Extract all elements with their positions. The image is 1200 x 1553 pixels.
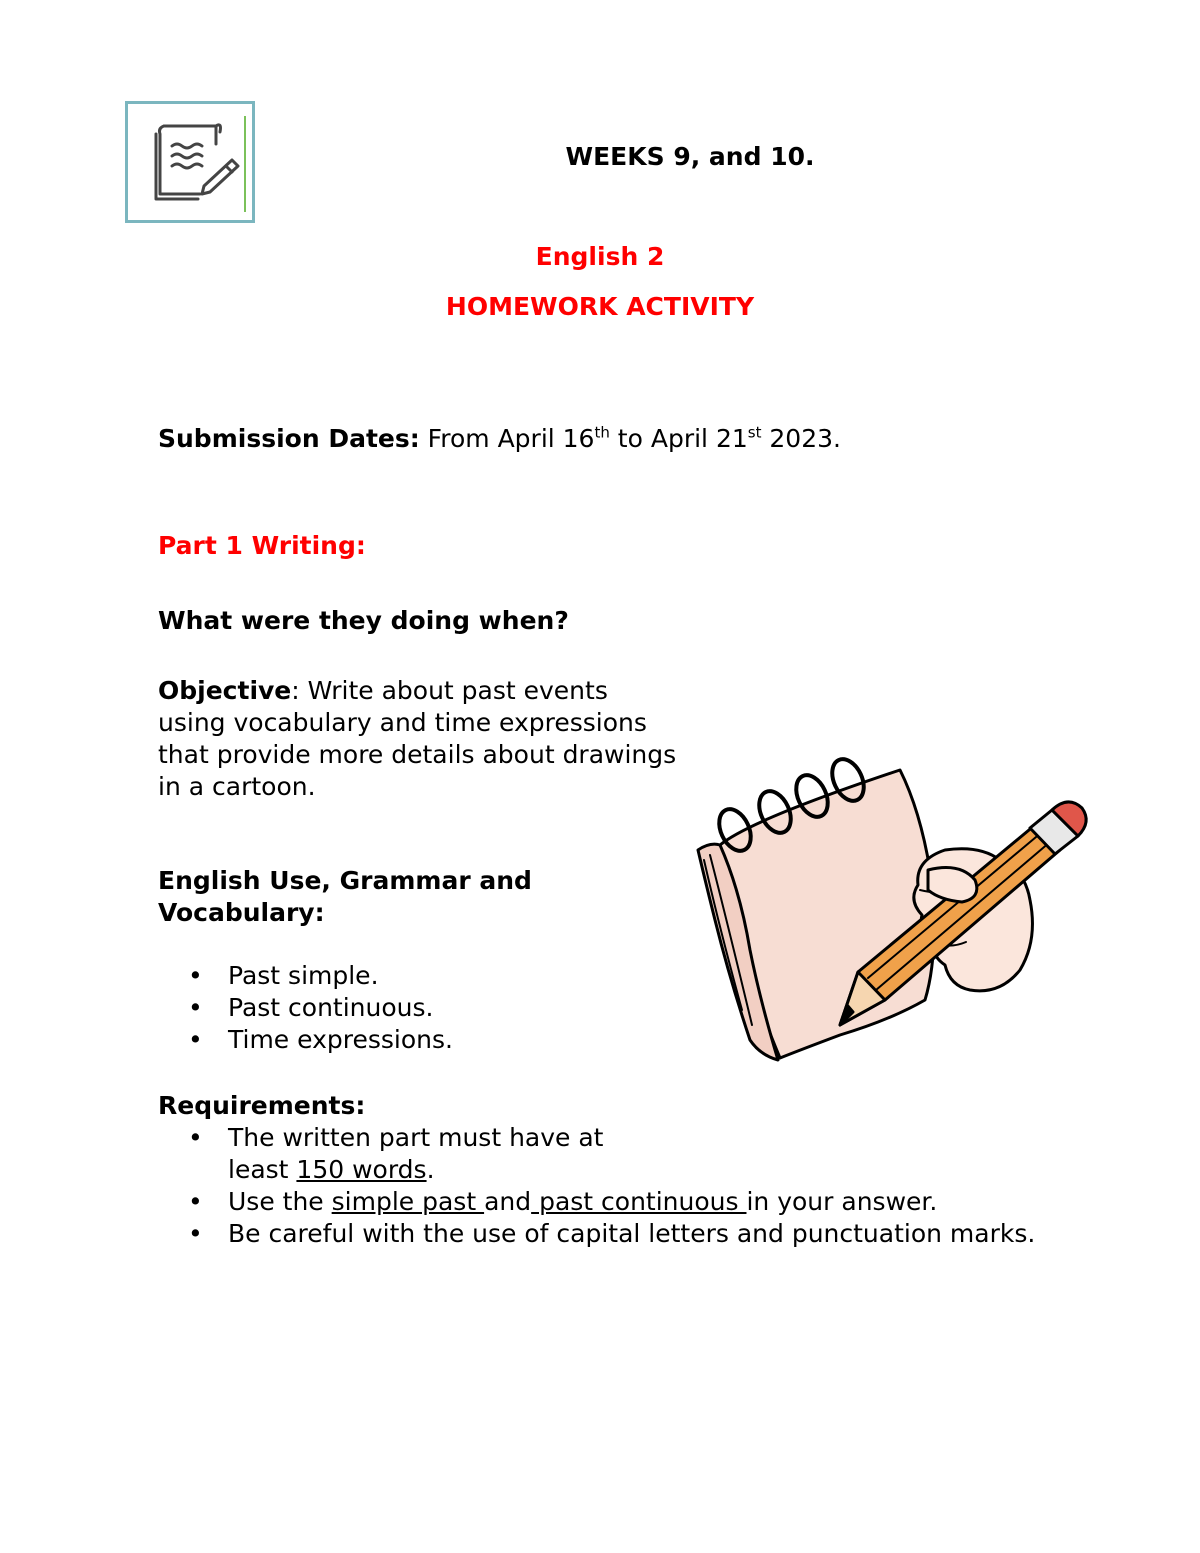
part1-heading: Part 1 Writing:: [158, 531, 366, 560]
subject-title: English 2: [535, 242, 665, 271]
submission-sup-b: st: [747, 423, 762, 442]
req2-text-b: and: [484, 1187, 532, 1216]
req1-text: The written part must have at least: [228, 1123, 604, 1184]
list-item: [158, 1122, 1038, 1186]
submission-text-a: From April 16: [419, 424, 595, 453]
objective-paragraph: [158, 675, 678, 803]
list-item: • Time expressions.: [158, 1024, 453, 1056]
activity-title: HOMEWORK ACTIVITY: [445, 292, 755, 321]
requirements-heading: Requirements:: [158, 1091, 366, 1120]
notepad-pencil-illustration: [690, 750, 1100, 1074]
objective-label: Objective: [158, 676, 292, 705]
req2-underlined-2: past continuous: [531, 1187, 747, 1216]
submission-sup-a: th: [594, 423, 610, 442]
req1-end: .: [426, 1155, 435, 1184]
req2-text-a: Use the: [228, 1187, 332, 1216]
req2-text-c: in your answer.: [746, 1187, 938, 1216]
requirements-list: [158, 1122, 1038, 1250]
submission-dates: [158, 423, 841, 455]
list-item: • Past simple.: [158, 960, 453, 992]
req1-underlined: 150 words: [296, 1155, 427, 1184]
submission-text-c: 2023.: [761, 424, 841, 453]
part1-question: What were they doing when?: [158, 606, 569, 635]
list-item: [158, 1186, 1038, 1218]
weeks-title: WEEKS 9, and 10.: [565, 142, 815, 171]
list-item: • Past continuous.: [158, 992, 453, 1024]
submission-label: Submission Dates:: [158, 424, 420, 453]
grammar-heading: English Use, Grammar and Vocabulary:: [158, 866, 532, 927]
req2-underlined-1: simple past: [331, 1187, 485, 1216]
grammar-list: [158, 960, 453, 1056]
list-item: • Be careful with the use of capital letters and punctuation marks.: [158, 1218, 1038, 1250]
submission-text-b: to April 21: [609, 424, 748, 453]
objective-text: : Write about past events using vocabulary and time expressions that provide more details about drawings in a cartoon.: [158, 676, 677, 801]
